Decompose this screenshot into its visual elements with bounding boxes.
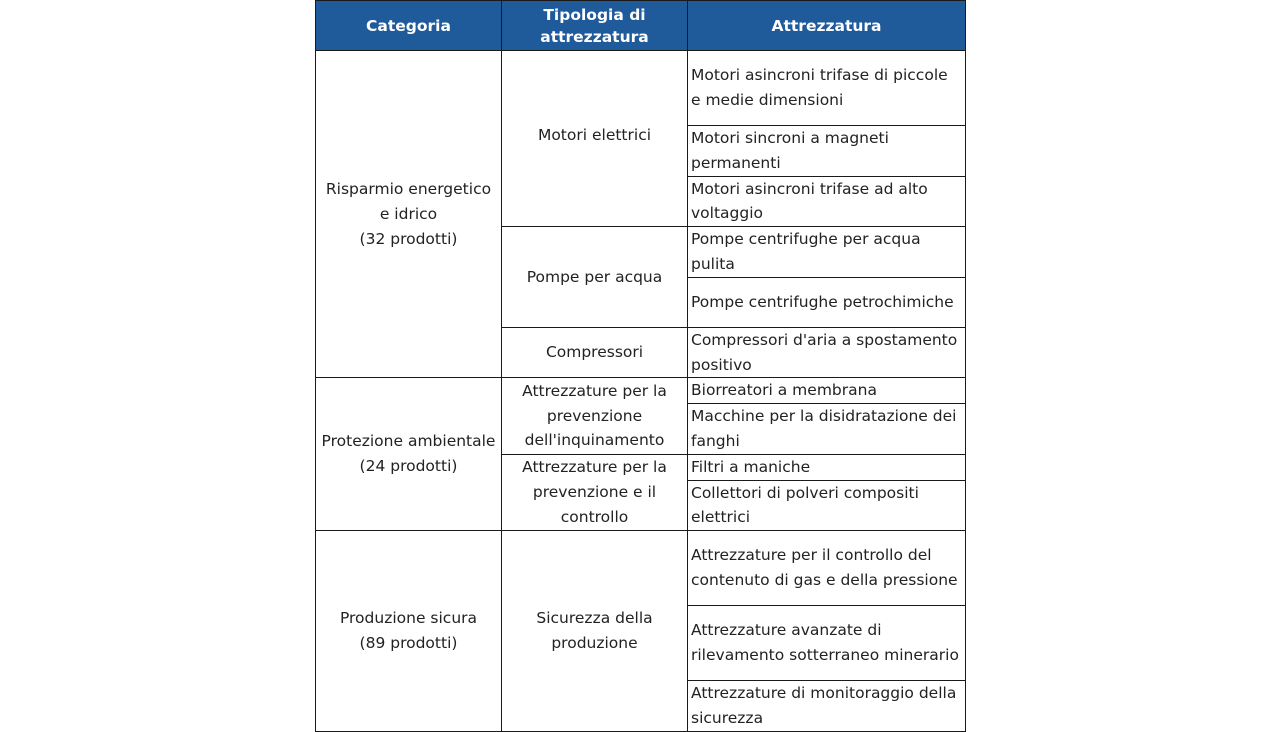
equipment-cell: Macchine per la disidratazione dei fanghi (688, 404, 966, 455)
type-cell: Compressori (502, 327, 688, 378)
category-count: (24 prodotti) (359, 457, 458, 476)
equipment-cell: Filtri a maniche (688, 454, 966, 480)
category-name: Produzione sicura (339, 609, 478, 628)
category-count: (32 prodotti) (359, 229, 458, 248)
category-cell (316, 51, 502, 378)
equipment-cell: Attrezzature avanzate di rilevamento sotterraneo minerario (688, 606, 966, 681)
equipment-cell: Compressori d'aria a spostamento positivo (688, 327, 966, 378)
table-row (316, 378, 966, 404)
equipment-cell: Attrezzature di monitoraggio della sicurezza (688, 681, 966, 732)
equipment-cell: Motori sincroni a magneti permanenti (688, 126, 966, 177)
type-cell: Sicurezza della produzione (502, 531, 688, 732)
type-cell: Pompe per acqua (502, 227, 688, 328)
equipment-cell: Pompe centrifughe petrochimiche (688, 277, 966, 327)
equipment-cell: Biorreatori a membrana (688, 378, 966, 404)
equipment-table-container (315, 0, 965, 727)
header-categoria: Categoria (316, 1, 502, 51)
category-name: Risparmio energetico e idrico (325, 179, 492, 223)
equipment-table (315, 0, 966, 732)
header-tipologia: Tipologia di attrezzatura (502, 1, 688, 51)
table-row (316, 531, 966, 606)
equipment-cell: Collettori di polveri compositi elettrici (688, 480, 966, 531)
equipment-cell: Pompe centrifughe per acqua pulita (688, 227, 966, 278)
category-name: Protezione ambientale (321, 432, 496, 451)
equipment-cell: Attrezzature per il controllo del contenuto di gas e della pressione (688, 531, 966, 606)
header-attrezzatura: Attrezzatura (688, 1, 966, 51)
type-cell: Motori elettrici (502, 51, 688, 227)
equipment-cell: Motori asincroni trifase ad alto voltaggio (688, 176, 966, 227)
table-header-row (316, 1, 966, 51)
type-cell: Attrezzature per la prevenzione e il controllo (502, 454, 688, 530)
category-cell (316, 531, 502, 732)
type-cell: Attrezzature per la prevenzione dell'inquinamento (502, 378, 688, 454)
category-count: (89 prodotti) (359, 633, 458, 652)
table-row (316, 51, 966, 126)
equipment-cell: Motori asincroni trifase di piccole e medie dimensioni (688, 51, 966, 126)
category-cell (316, 378, 502, 531)
